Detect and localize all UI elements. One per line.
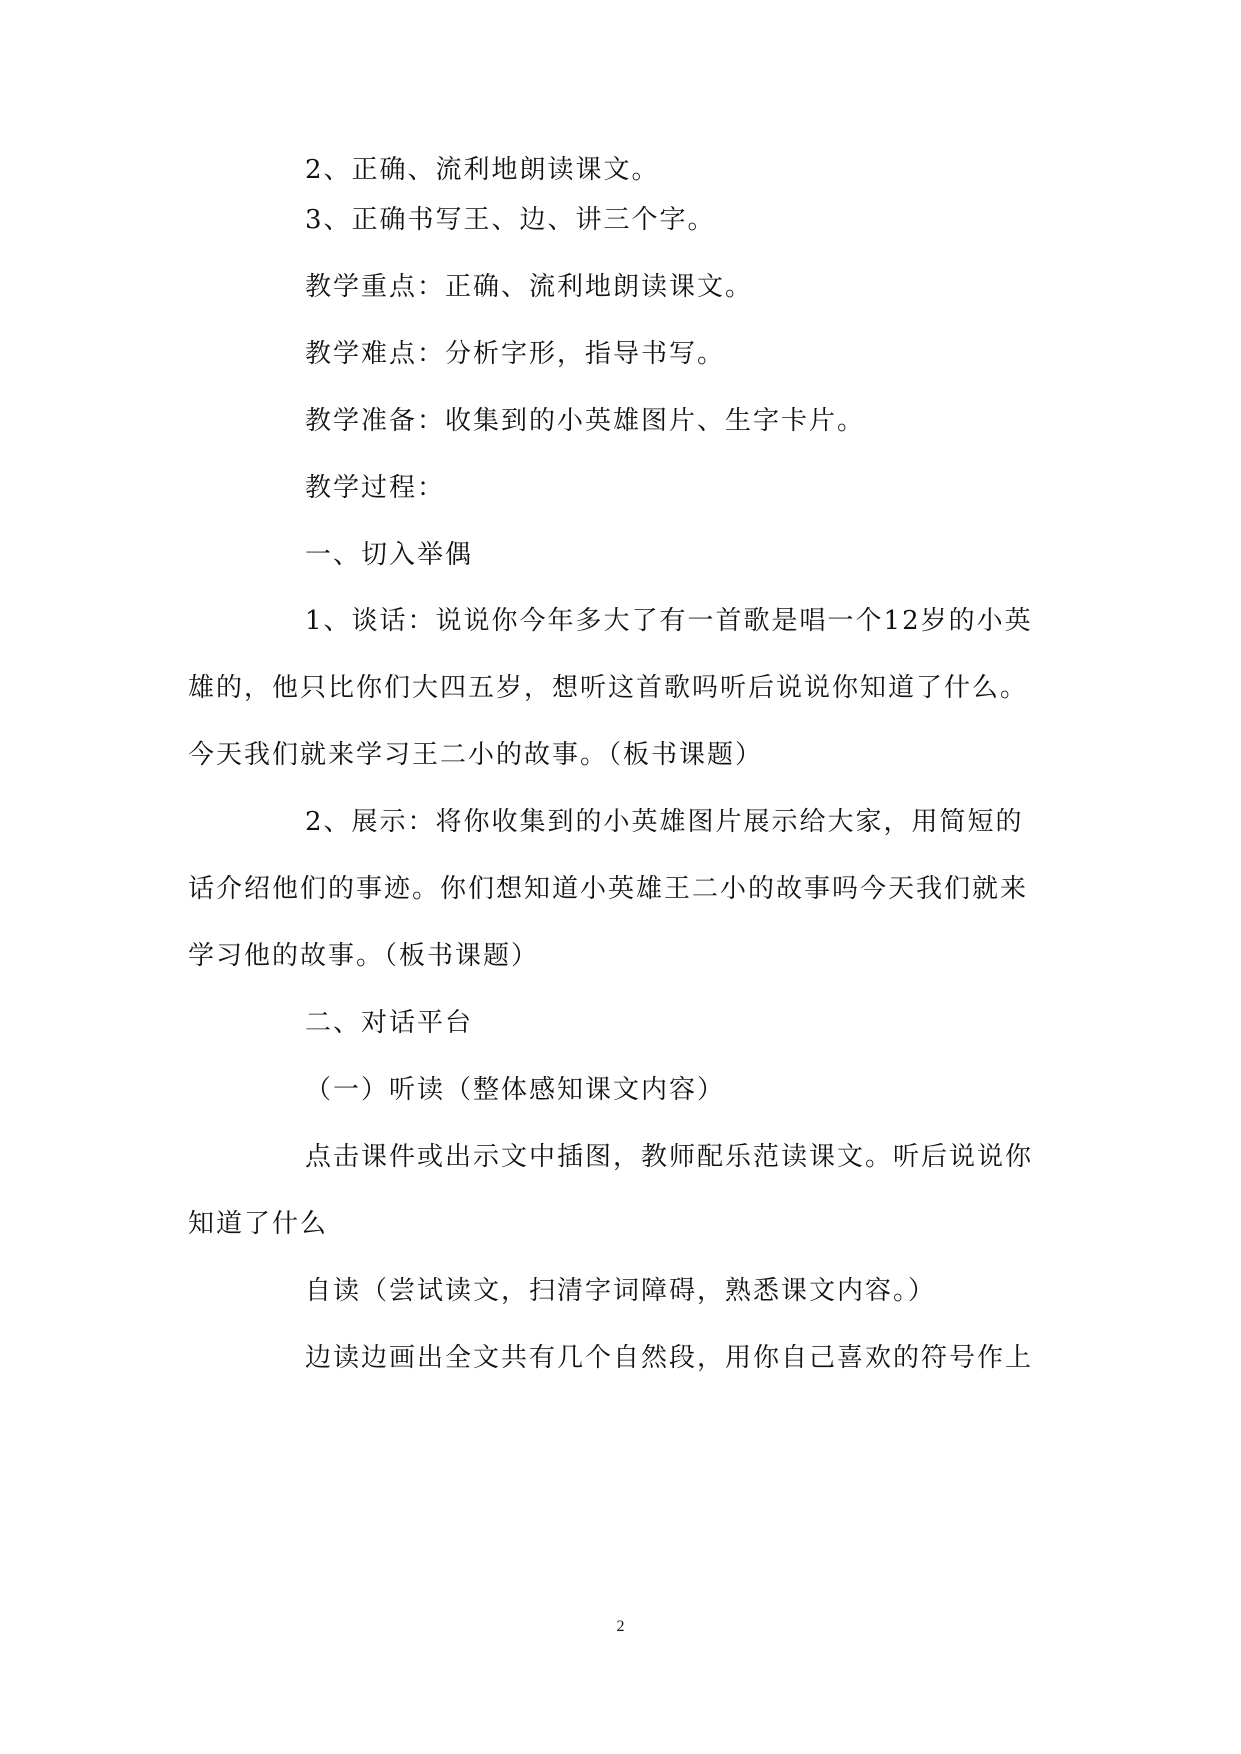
page-number: 2 [616,1618,625,1635]
paragraph-line: 边读边画出全文共有几个自然段，用你自己喜欢的符号作上 [305,1343,1034,1373]
section-two-heading: 二、对话平台 [305,1008,474,1038]
paragraph-line: 雄的，他只比你们大四五岁，想听这首歌吗听后说说你知道了什么。 [188,673,1029,703]
paragraph-line: 知道了什么 [188,1209,329,1239]
paragraph-line: 学习他的故事。（板书课题） [188,941,540,971]
paragraph-line: 今天我们就来学习王二小的故事。（板书课题） [188,740,764,770]
objective-2: 2、正确、流利地朗读课文。 [305,155,660,185]
paragraph-line: 话介绍他们的事迹。你们想知道小英雄王二小的故事吗今天我们就来 [188,874,1029,904]
paragraph-line: 自读（尝试读文，扫清字词障碍，熟悉课文内容。） [305,1276,937,1306]
teaching-preparation: 教学准备：收集到的小英雄图片、生字卡片。 [305,406,866,436]
section-one-heading: 一、切入举偶 [305,540,474,570]
paragraph-line: 1、谈话：说说你今年多大了有一首歌是唱一个12岁的小英 [305,606,1033,636]
paragraph-line: 点击课件或出示文中插图，教师配乐范读课文。听后说说你 [305,1142,1034,1172]
teaching-difficulty: 教学难点：分析字形，指导书写。 [305,339,726,369]
objective-3: 3、正确书写王、边、讲三个字。 [305,205,716,235]
subsection-heading: （一）听读（整体感知课文内容） [305,1075,726,1105]
teaching-focus: 教学重点：正确、流利地朗读课文。 [305,272,754,302]
teaching-process-heading: 教学过程： [305,473,446,503]
paragraph-line: 2、展示：将你收集到的小英雄图片展示给大家，用简短的 [305,807,1024,837]
